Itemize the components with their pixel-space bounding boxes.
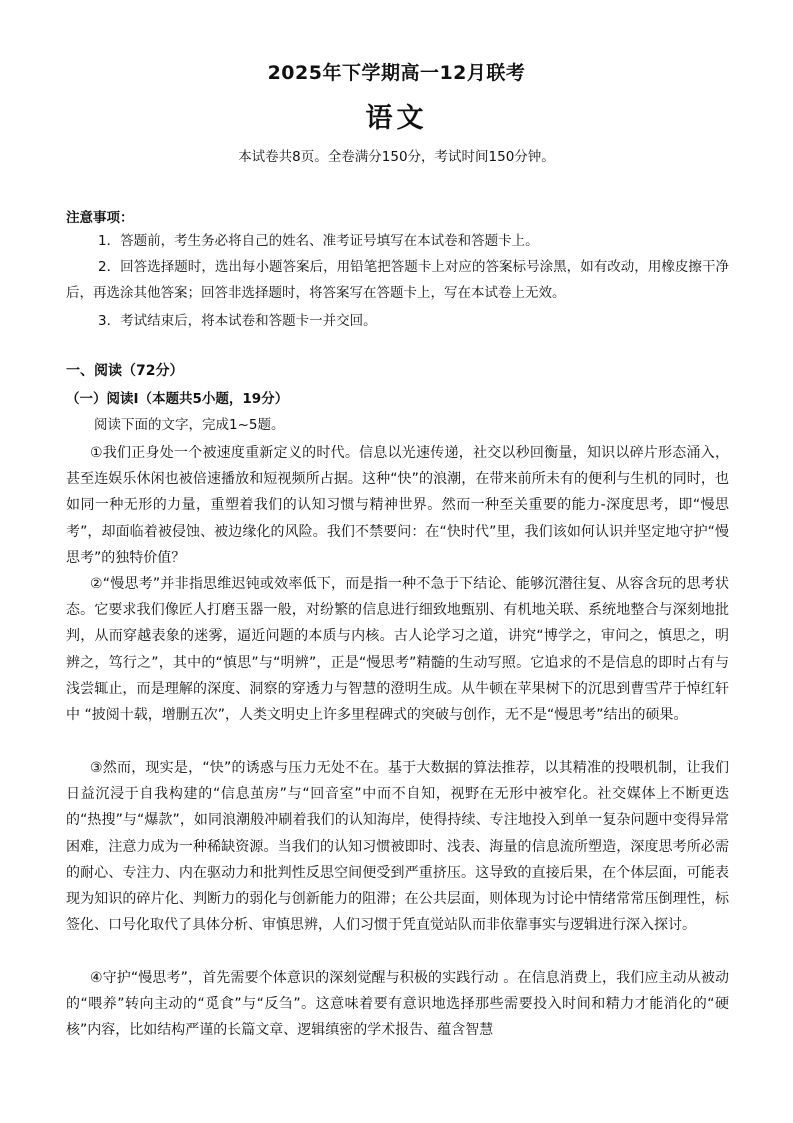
notice-item-3: 3．考试结束后，将本试卷和答题卡一并交回。: [98, 313, 377, 329]
notice-item-1: 1．答题前，考生务必将自己的姓名、准考证号填写在本试卷和答题卡上。: [98, 233, 539, 249]
subject-title: 语文: [365, 103, 428, 134]
section-heading: 一、阅读（72分）: [66, 363, 184, 379]
passage-paragraph-1: ①我们正身处一个被速度重新定义的时代。信息以光速传递，社交以秒回衡量，知识以碎片形态涌入，甚至连娱乐休闲也被倍速播放和短视频所占据。这种“快”的浪潮，在带来前所未有的便利与生机的同时，也如同一种无形的力量，重塑着我们的认知习惯与精神世界。然而一种至关重要的能力-深度思考，即“慢思考”，却面临着被侵蚀、被边缘化的风险。我们不禁要问：在“快时代”里，我们该如何认识并坚定地守护“慢思考”的独特价值？: [66, 445, 729, 566]
reading-instruction: 阅读下面的文字，完成1~5题。: [94, 417, 285, 433]
subsection-heading: （一）阅读Ⅰ（本题共5小题，19分）: [66, 391, 289, 407]
notice-heading: 注意事项：: [66, 210, 134, 226]
exam-title: 2025年下学期高一12月联考: [267, 62, 526, 84]
passage-paragraph-3: ③然而，现实是，“快”的诱惑与压力无处不在。基于大数据的算法推荐，以其精准的投喂机制，让我们日益沉浸于自我构建的“信息茧房”与“回音室”中而不自知，视野在无形中被窄化。社交媒体上不断更迭的“热搜”与“爆款”，如同浪潮般冲刷着我们的认知海岸，使得持续、专注地投入到单一复杂问题中变得异常困难，注意力成为一种稀缺资源。当我们的认知习惯被即时、浅表、海量的信息流所塑造，深度思考所必需的耐心、专注力、内在驱动力和批判性反思空间便受到严重挤压。这导致的直接后果，在个体层面，可能表现为知识的碎片化、判断力的弱化与创新能力的阻滞；在公共层面，则体现为讨论中情绪常常压倒理性，标签化、口号化取代了具体分析、审慎思辨，人们习惯于凭直觉站队而非依靠事实与逻辑进行深入探讨。: [66, 760, 729, 934]
notice-item-2: 2．回答选择题时，选出每小题答案后，用铅笔把答题卡上对应的答案标号涂黑，如有改动，用橡皮擦干净后，再选涂其他答案；回答非选择题时，将答案写在答题卡上，写在本试卷上无效。: [66, 259, 729, 301]
passage-paragraph-2: ②“慢思考”并非指思维迟钝或效率低下，而是指一种不急于下结论、能够沉潜往复、从容含玩的思考状态。它要求我们像匠人打磨玉器一般，对纷繁的信息进行细致地甄别、有机地关联、系统地整合与深刻地批判，从而穿越表象的迷雾，逼近问题的本质与内核。古人论学习之道，讲究“博学之，审问之，慎思之，明辨之，笃行之”，其中的“慎思”与“明辨”，正是“慢思考”精髓的生动写照。它追求的不是信息的即时占有与浅尝辄止，而是理解的深度、洞察的穿透力与智慧的澄明生成。从牛顿在苹果树下的沉思到曹雪芹于悼红轩中 “披阅十载，增删五次”，人类文明史上许多里程碑式的突破与创作，无不是“慢思考”结出的硕果。: [66, 576, 729, 724]
passage-paragraph-4: ④守护“慢思考”，首先需要个体意识的深刻觉醒与积极的实践行动 。在信息消费上，我们应主动从被动的“喂养”转向主动的“觅食”与“反刍”。这意味着要有意识地选择那些需要投入时间和精力才能消化的“硬核”内容，比如结构严谨的长篇文章、逻辑缜密的学术报告、蕴含智慧: [66, 970, 729, 1039]
exam-info: 本试卷共8页。全卷满分150分，考试时间150分钟。: [238, 149, 555, 165]
